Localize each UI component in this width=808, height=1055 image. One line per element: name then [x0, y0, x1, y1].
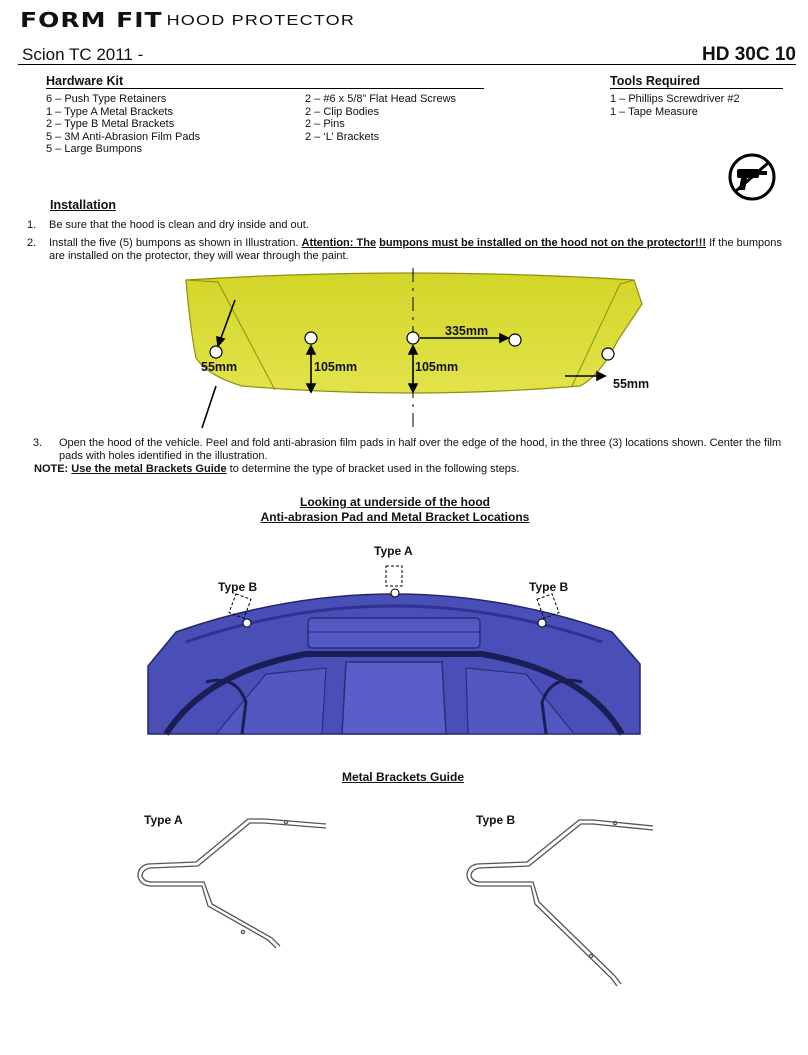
dim-335-label: 335mm [445, 324, 489, 338]
type-b-left-location-label: Type B [218, 580, 258, 594]
list-item: 2 – Clip Bodies [305, 105, 379, 118]
hardware-kit-rule [46, 88, 484, 89]
list-item: 6 – Push Type Retainers [46, 93, 167, 105]
brand-logo [20, 8, 355, 32]
installation-title: Installation [50, 198, 116, 212]
dim-105-a-label: 105mm [314, 360, 358, 374]
step-text-cont: pads with holes identified in the illustration. [59, 450, 268, 462]
step-text [49, 237, 782, 250]
step-text: Be sure that the hood is clean and dry inside and out. [49, 219, 309, 231]
list-item: 5 – Large Bumpons [46, 143, 143, 156]
step-text: Open the hood of the vehicle. Peel and fold anti-abrasion film pads in half over the edge of the hood, in the three (3) locations shown. Center the film [59, 437, 782, 449]
step-3 [33, 437, 798, 465]
step-text-part: If the bumpons [706, 237, 782, 249]
no-power-drill-icon [725, 152, 779, 202]
underside-title-line-2: Anti-abrasion Pad and Metal Bracket Locations [260, 510, 530, 524]
bumpon [407, 332, 419, 344]
pad-location [243, 619, 251, 627]
protector-diagram [180, 268, 650, 430]
tools-title: Tools Required [610, 74, 701, 88]
note-label: NOTE: [34, 463, 69, 475]
list-item: 2 – Type B Metal Brackets [46, 118, 175, 131]
attention-text: bumpons must be installed on the hood not on the protector!!! [379, 237, 707, 249]
bracket-type-a-label: Type A [144, 813, 183, 827]
tools-list [610, 93, 740, 118]
header-divider [18, 64, 796, 65]
step-number: 3. [33, 437, 43, 449]
list-item: 2 – Pins [305, 118, 345, 131]
step-2 [27, 237, 797, 265]
step-text-cont: are installed on the protector, they will wear through the paint. [49, 250, 349, 262]
dim-105-b-label: 105mm [415, 360, 459, 374]
dim-55-left-label: 55mm [201, 360, 238, 374]
vehicle-model: Scion TC 2011 - [22, 45, 144, 64]
list-item: 1 – Tape Measure [610, 105, 698, 118]
underside-title-line-1: Looking at underside of the hood [300, 495, 490, 509]
bracket-type-a-diagram [130, 810, 340, 960]
hardware-kit-list-1 [46, 93, 200, 156]
underside-title [0, 495, 790, 525]
type-b-right-location-label: Type B [529, 580, 569, 594]
list-item: 2 – ‘L’ Brackets [305, 130, 380, 143]
hardware-kit-title: Hardware Kit [46, 74, 124, 88]
brackets-guide-title: Metal Brackets Guide [341, 770, 465, 784]
brand-name: FORM FIT [20, 8, 163, 32]
bumpon [602, 348, 614, 360]
type-a-location-label: Type A [374, 544, 413, 558]
hardware-kit-list-2 [305, 93, 456, 143]
bracket-type-b-label: Type B [476, 813, 516, 827]
list-item: 5 – 3M Anti-Abrasion Film Pads [46, 130, 201, 143]
dim-55-right-label: 55mm [613, 377, 650, 391]
note-text: to determine the type of bracket used in the following steps. [226, 463, 520, 475]
bumpon [210, 346, 222, 358]
pad-location [391, 589, 399, 597]
bracket-type-b-diagram [455, 810, 665, 990]
list-item: 1 – Type A Metal Brackets [46, 105, 173, 118]
step-number: 1. [27, 219, 37, 231]
bumpon [509, 334, 521, 346]
step-1 [27, 219, 797, 233]
tools-rule [610, 88, 783, 89]
attention-label: Attention: The [301, 237, 377, 249]
list-item: 2 – #6 x 5/8” Flat Head Screws [305, 93, 457, 105]
step-number: 2. [27, 237, 37, 249]
pad-location [538, 619, 546, 627]
product-name: HOOD PROTECTOR [166, 12, 356, 29]
hood-underside-image [146, 562, 642, 736]
note [34, 463, 520, 476]
part-number: HD 30C 10 [702, 44, 796, 65]
list-item: 1 – Phillips Screwdriver #2 [610, 93, 740, 105]
step-text-part: Install the five (5) bumpons as shown in Illustration. [49, 237, 302, 249]
brackets-guide-link[interactable]: Use the metal Brackets Guide [71, 463, 227, 475]
bumpon [305, 332, 317, 344]
